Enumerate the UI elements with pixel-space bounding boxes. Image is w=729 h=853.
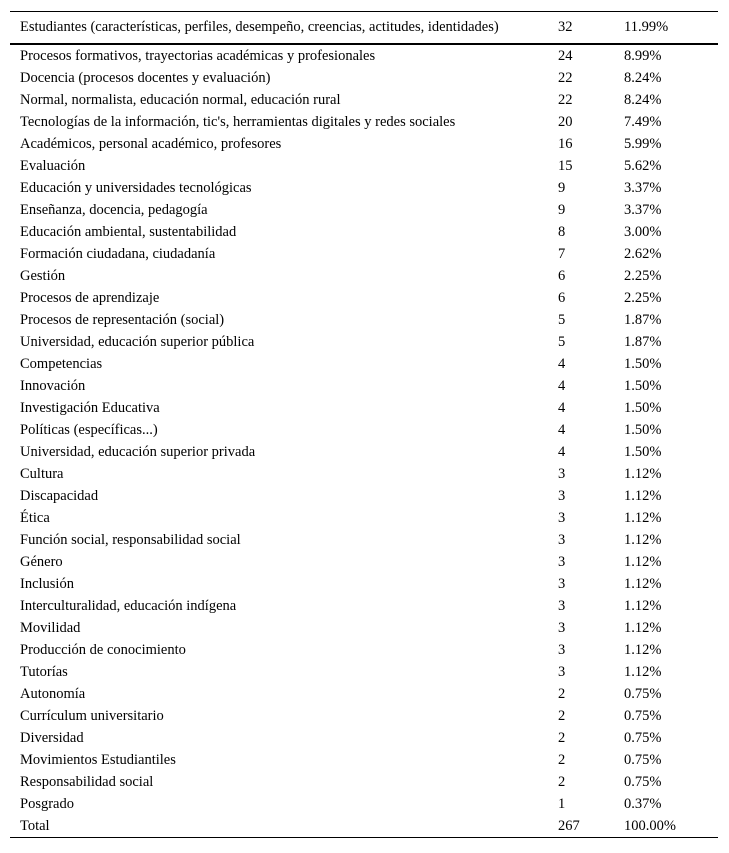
row-count: 3 bbox=[558, 532, 566, 548]
row-label: Académicos, personal académico, profesores bbox=[20, 136, 282, 152]
row-count: 267 bbox=[558, 818, 580, 834]
row-percent: 3.37% bbox=[624, 180, 662, 196]
table-row bbox=[10, 67, 718, 89]
row-count: 3 bbox=[558, 620, 566, 636]
row-percent: 1.12% bbox=[624, 620, 662, 636]
row-percent: 1.50% bbox=[624, 378, 662, 394]
row-count: 16 bbox=[558, 136, 573, 152]
row-label: Autonomía bbox=[20, 686, 86, 702]
row-percent: 1.87% bbox=[624, 334, 662, 350]
row-count: 3 bbox=[558, 554, 566, 570]
row-percent: 1.12% bbox=[624, 488, 662, 504]
topics-table bbox=[10, 11, 718, 838]
table-body bbox=[10, 12, 718, 838]
row-percent: 0.75% bbox=[624, 708, 662, 724]
row-count: 22 bbox=[558, 70, 573, 86]
row-label: Movimientos Estudiantiles bbox=[20, 752, 176, 768]
row-count: 2 bbox=[558, 686, 566, 702]
row-percent: 0.75% bbox=[624, 752, 662, 768]
row-label: Formación ciudadana, ciudadanía bbox=[20, 246, 216, 262]
row-percent: 0.37% bbox=[624, 796, 662, 812]
table-row bbox=[10, 617, 718, 639]
row-label: Educación ambiental, sustentabilidad bbox=[20, 224, 237, 240]
row-count: 15 bbox=[558, 158, 573, 174]
row-count: 3 bbox=[558, 466, 566, 482]
table-row bbox=[10, 727, 718, 749]
row-count: 7 bbox=[558, 246, 566, 262]
row-percent: 1.50% bbox=[624, 356, 662, 372]
row-percent: 0.75% bbox=[624, 686, 662, 702]
table-row bbox=[10, 309, 718, 331]
row-count: 4 bbox=[558, 378, 566, 394]
header-label: Estudiantes (características, perfiles, desempeño, creencias, actitudes, identidades) bbox=[10, 12, 548, 45]
row-label: Función social, responsabilidad social bbox=[20, 532, 241, 548]
row-percent: 1.12% bbox=[624, 576, 662, 592]
row-count: 9 bbox=[558, 202, 566, 218]
table-row bbox=[10, 331, 718, 353]
row-percent: 1.12% bbox=[624, 510, 662, 526]
table-row bbox=[10, 683, 718, 705]
row-percent: 100.00% bbox=[624, 818, 676, 834]
row-count: 3 bbox=[558, 664, 566, 680]
row-count: 5 bbox=[558, 312, 566, 328]
table-row bbox=[10, 463, 718, 485]
row-count: 1 bbox=[558, 796, 566, 812]
row-percent: 1.87% bbox=[624, 312, 662, 328]
row-count: 22 bbox=[558, 92, 573, 108]
header-percent: 11.99% bbox=[616, 12, 718, 45]
row-label: Posgrado bbox=[20, 796, 74, 812]
table-row bbox=[10, 661, 718, 683]
table-row bbox=[10, 155, 718, 177]
row-percent: 5.62% bbox=[624, 158, 662, 174]
row-percent: 0.75% bbox=[624, 774, 662, 790]
row-label: Procesos de aprendizaje bbox=[20, 290, 160, 306]
row-percent: 3.00% bbox=[624, 224, 662, 240]
row-label: Cultura bbox=[20, 466, 64, 482]
row-percent: 5.99% bbox=[624, 136, 662, 152]
row-count: 2 bbox=[558, 708, 566, 724]
row-percent: 1.50% bbox=[624, 400, 662, 416]
row-label: Tutorías bbox=[20, 664, 68, 680]
row-count: 3 bbox=[558, 642, 566, 658]
table-row bbox=[10, 419, 718, 441]
table-row bbox=[10, 243, 718, 265]
table-row bbox=[10, 353, 718, 375]
row-count: 4 bbox=[558, 356, 566, 372]
row-label: Discapacidad bbox=[20, 488, 99, 504]
row-count: 6 bbox=[558, 268, 566, 284]
row-label: Diversidad bbox=[20, 730, 84, 746]
row-count: 2 bbox=[558, 774, 566, 790]
row-percent: 0.75% bbox=[624, 730, 662, 746]
row-count: 2 bbox=[558, 752, 566, 768]
row-count: 5 bbox=[558, 334, 566, 350]
row-label: Inclusión bbox=[20, 576, 74, 592]
row-count: 4 bbox=[558, 444, 566, 460]
row-count: 3 bbox=[558, 598, 566, 614]
row-percent: 1.12% bbox=[624, 642, 662, 658]
table-row bbox=[10, 639, 718, 661]
row-label: Responsabilidad social bbox=[20, 774, 154, 790]
table-row bbox=[10, 375, 718, 397]
row-label: Producción de conocimiento bbox=[20, 642, 186, 658]
row-count: 20 bbox=[558, 114, 573, 130]
row-percent: 1.12% bbox=[624, 532, 662, 548]
table-row bbox=[10, 529, 718, 551]
table-row bbox=[10, 749, 718, 771]
table-row bbox=[10, 573, 718, 595]
row-label: Educación y universidades tecnológicas bbox=[20, 180, 252, 196]
row-label: Género bbox=[20, 554, 63, 570]
row-label: Universidad, educación superior privada bbox=[20, 444, 256, 460]
row-count: 6 bbox=[558, 290, 566, 306]
row-percent: 1.12% bbox=[624, 554, 662, 570]
row-percent: 1.12% bbox=[624, 664, 662, 680]
table-row bbox=[10, 507, 718, 529]
row-percent: 8.24% bbox=[624, 92, 662, 108]
row-label: Enseñanza, docencia, pedagogía bbox=[20, 202, 208, 218]
row-count: 24 bbox=[558, 48, 573, 64]
row-percent: 1.50% bbox=[624, 422, 662, 438]
row-percent: 3.37% bbox=[624, 202, 662, 218]
row-percent: 2.62% bbox=[624, 246, 662, 262]
row-percent: 1.12% bbox=[624, 466, 662, 482]
row-label: Normal, normalista, educación normal, educación rural bbox=[20, 92, 341, 108]
row-percent: 2.25% bbox=[624, 268, 662, 284]
row-label: Universidad, educación superior pública bbox=[20, 334, 255, 350]
row-label: Procesos formativos, trayectorias académicas y profesionales bbox=[20, 48, 376, 64]
row-label: Interculturalidad, educación indígena bbox=[20, 598, 237, 614]
row-percent: 2.25% bbox=[624, 290, 662, 306]
table-row bbox=[10, 265, 718, 287]
row-label: Procesos de representación (social) bbox=[20, 312, 225, 328]
row-label: Currículum universitario bbox=[20, 708, 164, 724]
row-label: Innovación bbox=[20, 378, 86, 394]
header-count: 32 bbox=[548, 12, 616, 45]
table-row bbox=[10, 89, 718, 111]
table-row bbox=[10, 44, 718, 67]
row-percent: 7.49% bbox=[624, 114, 662, 130]
table-row bbox=[10, 397, 718, 419]
row-percent: 1.50% bbox=[624, 444, 662, 460]
table-row bbox=[10, 441, 718, 463]
table-row bbox=[10, 793, 718, 815]
table-row bbox=[10, 133, 718, 155]
row-count: 4 bbox=[558, 400, 566, 416]
table-row bbox=[10, 177, 718, 199]
row-percent: 8.24% bbox=[624, 70, 662, 86]
table-row bbox=[10, 111, 718, 133]
table-row bbox=[10, 771, 718, 793]
table-row bbox=[10, 705, 718, 727]
table-row bbox=[10, 595, 718, 617]
table-row bbox=[10, 551, 718, 573]
row-count: 8 bbox=[558, 224, 566, 240]
total-row bbox=[10, 815, 718, 838]
row-label: Tecnologías de la información, tic's, herramientas digitales y redes sociales bbox=[20, 114, 456, 130]
table-row bbox=[10, 485, 718, 507]
row-count: 9 bbox=[558, 180, 566, 196]
row-count: 4 bbox=[558, 422, 566, 438]
row-label: Competencias bbox=[20, 356, 103, 372]
topics-table-container bbox=[10, 11, 718, 838]
row-count: 3 bbox=[558, 510, 566, 526]
row-label: Investigación Educativa bbox=[20, 400, 160, 416]
row-label: Evaluación bbox=[20, 158, 86, 174]
row-label: Docencia (procesos docentes y evaluación) bbox=[20, 70, 271, 86]
row-percent: 8.99% bbox=[624, 48, 662, 64]
row-count: 2 bbox=[558, 730, 566, 746]
row-label: Ética bbox=[20, 510, 50, 526]
table-row bbox=[10, 221, 718, 243]
row-label: Gestión bbox=[20, 268, 66, 284]
row-label: Total bbox=[20, 818, 50, 834]
row-percent: 1.12% bbox=[624, 598, 662, 614]
row-label: Movilidad bbox=[20, 620, 81, 636]
row-label: Políticas (específicas...) bbox=[20, 422, 158, 438]
table-row bbox=[10, 199, 718, 221]
row-count: 3 bbox=[558, 576, 566, 592]
row-count: 3 bbox=[558, 488, 566, 504]
table-header-row bbox=[10, 12, 718, 45]
table-row bbox=[10, 287, 718, 309]
